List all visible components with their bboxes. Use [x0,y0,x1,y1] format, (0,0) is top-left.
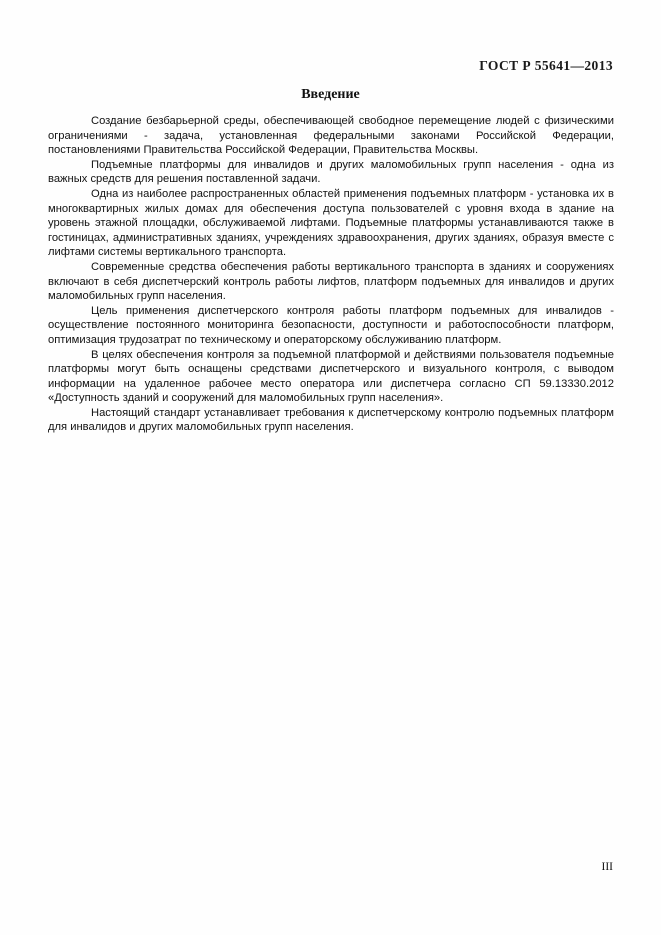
paragraph: Создание безбарьерной среды, обеспечивающей свободное перемещение людей с физическими ограничениями - задача, установленная федеральными законами Российской Федерации, постановлениями Правительства Российской Федерации, Правительства Москвы. [48,115,614,157]
paragraph: Настоящий стандарт устанавливает требования к диспетчерскому контролю подъемных платформ для инвалидов и других маломобильных групп населения. [48,406,614,434]
standard-code-header: ГОСТ Р 55641—2013 [479,58,613,73]
paragraph: Современные средства обеспечения работы вертикального транспорта в зданиях и сооружениях включают в себя диспетчерский контроль работы лифтов, платформ подъемных для инвалидов и других маломобильных групп населения. [48,260,614,303]
paragraph: Одна из наиболее распространенных областей применения подъемных платформ - установка их в многоквартирных жилых домах для обеспечения доступа пользователей с уровня входа в здание на уровень этажной площадки, обслуживаемой лифтами. Подъемные платформы устанавливаются также в гостиницах, административных зданиях, учреждениях здравоохранения, других зданиях, образуя вместе с лифтами системы вертикального транспорта. [48,187,614,259]
paragraph: В целях обеспечения контроля за подъемной платформой и действиями пользователя подъемные платформы могут быть оснащены средствами диспетчерского и визуального контроля, с выводом информации на удаленное рабочее место оператора или диспетчера согласно СП 59.13330.2012 «Доступность зданий и сооружений для маломобильных групп населения». [48,348,614,405]
paragraph: Цель применения диспетчерского контроля работы платформ подъемных для инвалидов - осуществление постоянного мониторинга безопасности, доступности и работоспособности платформ, оптимизация трудозатрат по техническому и операторскому обслуживанию платформ. [48,304,614,346]
paragraph: Подъемные платформы для инвалидов и других маломобильных групп населения - одна из важных средств для решения поставленной задачи. [48,158,614,186]
section-title: Введение [301,87,360,102]
body-text [48,114,614,435]
page-number: III [601,861,613,873]
